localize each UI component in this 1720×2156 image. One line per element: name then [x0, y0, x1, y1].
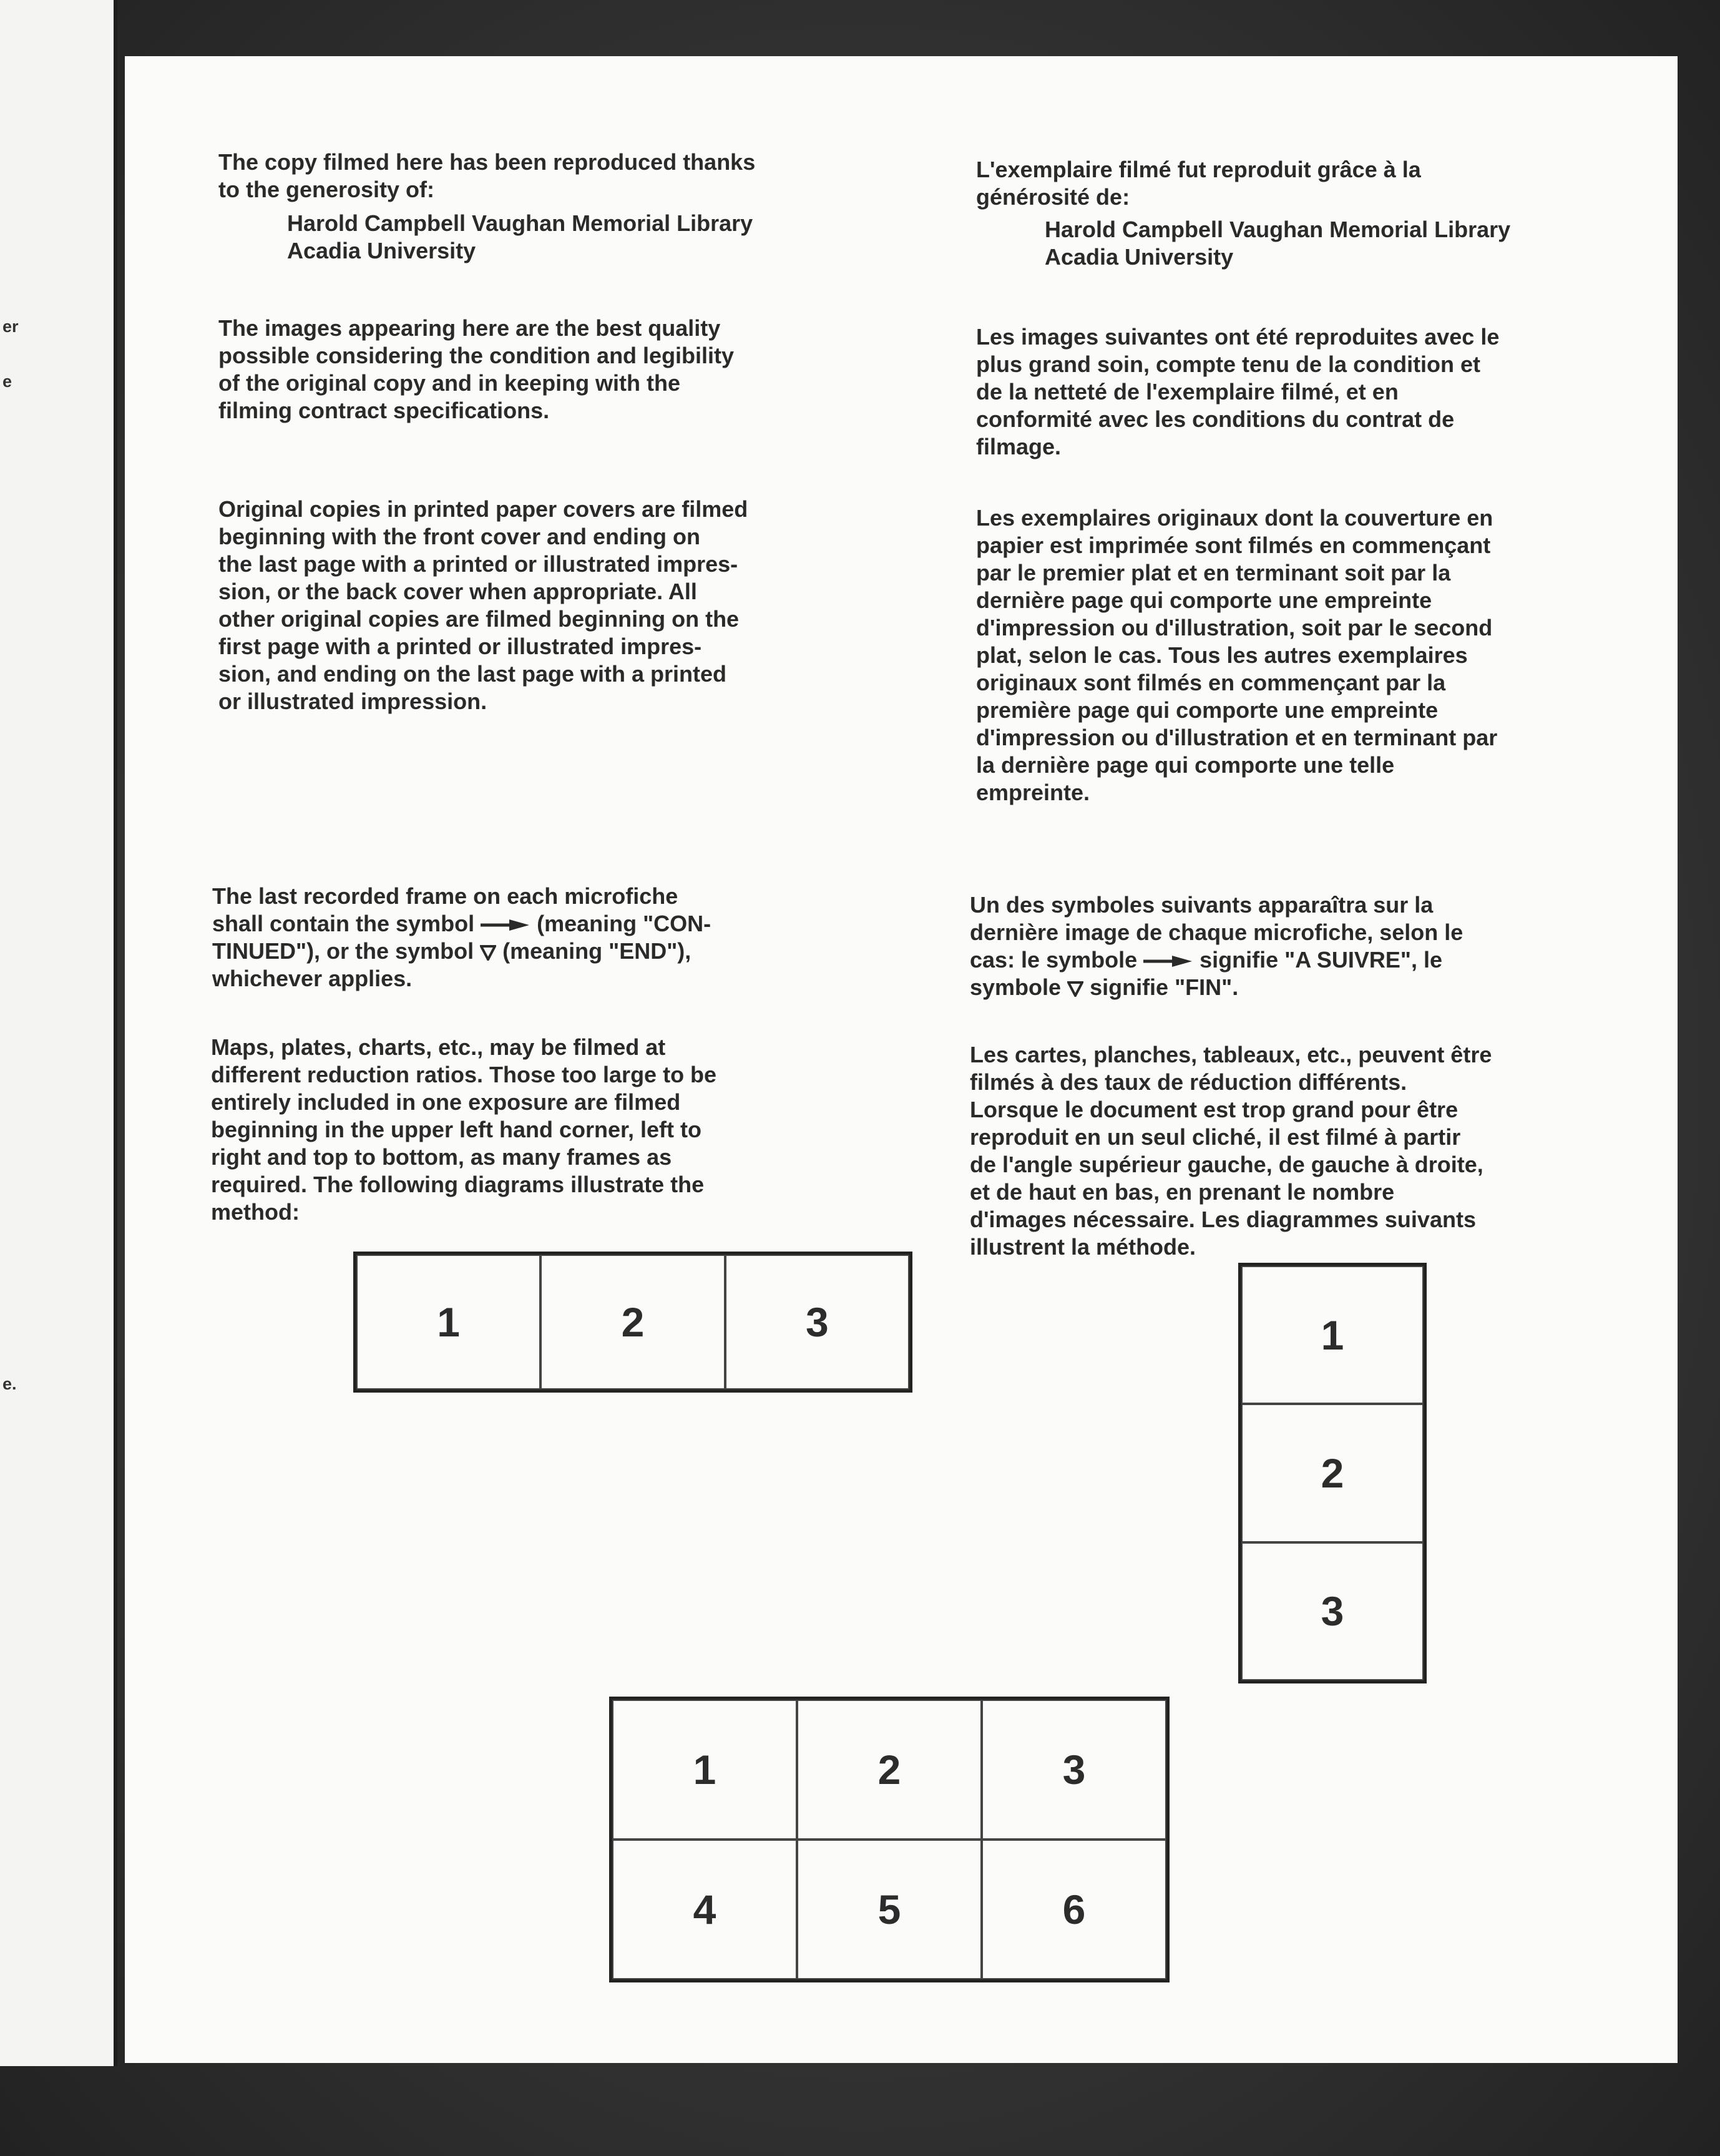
triangle-end-icon [480, 944, 496, 961]
french-quality-paragraph [976, 323, 1499, 461]
french-symbols-paragraph [970, 891, 1463, 1001]
text-line: d'images nécessaire. Les diagrammes suivants [970, 1207, 1476, 1232]
text-line: filming contract specifications. [218, 398, 550, 423]
frame-cell: 6 [982, 1840, 1166, 1979]
diagram-grid [609, 1697, 1170, 1982]
text-line: L'exemplaire filmé fut reproduit grâce à la [976, 157, 1421, 182]
text-line: The images appearing here are the best quality [218, 315, 721, 341]
text-line: beginning with the front cover and ending on [218, 524, 700, 549]
french-library [1045, 216, 1510, 271]
frame-cell: 2 [797, 1700, 982, 1840]
frame-cell: 2 [540, 1255, 725, 1389]
text-span: signifie "FIN". [1083, 974, 1239, 1000]
triangle-end-icon [1067, 981, 1083, 997]
frame-cell: 3 [982, 1700, 1166, 1840]
text-line [212, 910, 711, 938]
text-line: the last page with a printed or illustrated impres- [218, 551, 738, 577]
text-line: et de haut en bas, en prenant le nombre [970, 1179, 1395, 1205]
french-maps-paragraph [970, 1041, 1492, 1261]
text-line: première page qui comporte une empreinte [976, 697, 1439, 723]
french-thanks [976, 156, 1421, 211]
text-line: originaux sont filmés en commençant par la [976, 670, 1446, 695]
text-line: other original copies are filmed beginning on the [218, 606, 740, 632]
text-line: par le premier plat et en terminant soit par la [976, 560, 1451, 586]
text-line: dernière image de chaque microfiche, selon le [970, 919, 1463, 945]
library-name: Harold Campbell Vaughan Memorial Library [287, 210, 753, 236]
left-margin-fragment: er [2, 317, 19, 336]
frame-cell: 5 [797, 1840, 982, 1979]
text-line: possible considering the condition and legibility [218, 343, 735, 368]
text-line: or illustrated impression. [218, 688, 487, 714]
text-line: whichever applies. [212, 966, 413, 991]
frame-cell: 2 [1241, 1404, 1424, 1542]
text-line [970, 974, 1463, 1001]
text-line: Lorsque le document est trop grand pour être [970, 1097, 1459, 1122]
english-quality-paragraph [218, 315, 734, 424]
english-maps-paragraph [211, 1034, 716, 1226]
text-line: empreinte. [976, 780, 1090, 805]
text-line: The last recorded frame on each microfiche [212, 883, 678, 909]
text-line: right and top to bottom, as many frames as [211, 1144, 672, 1170]
left-margin-fragment: e [2, 372, 12, 391]
left-page-edge [0, 0, 117, 2066]
text-line: Les cartes, planches, tableaux, etc., peuvent être [970, 1042, 1492, 1067]
university-name: Acadia University [1045, 244, 1234, 270]
library-name: Harold Campbell Vaughan Memorial Library [1045, 217, 1511, 242]
text-line: Maps, plates, charts, etc., may be filmed at [211, 1034, 666, 1060]
text-line: reproduit en un seul cliché, il est filmé à partir [970, 1124, 1461, 1150]
english-covers-paragraph [218, 496, 748, 715]
frame-cell: 4 [612, 1840, 797, 1979]
text-line: plus grand soin, compte tenu de la condition et [976, 351, 1481, 377]
text-line: beginning in the upper left hand corner, left to [211, 1117, 702, 1142]
frame-cell: 1 [1241, 1266, 1424, 1404]
text-span: (meaning "END"), [496, 938, 691, 964]
text-line: filmage. [976, 434, 1062, 459]
text-line: de l'angle supérieur gauche, de gauche à droite, [970, 1152, 1483, 1177]
english-library [287, 210, 753, 265]
text-line: dernière page qui comporte une empreinte [976, 587, 1432, 613]
text-span: shall contain the symbol [212, 911, 481, 936]
frame-cell: 3 [725, 1255, 909, 1389]
text-line: Original copies in printed paper covers are filmed [218, 496, 748, 522]
text-line: filmés à des taux de réduction différents. [970, 1069, 1407, 1095]
text-line: The copy filmed here has been reproduced thanks [218, 149, 756, 175]
text-line: Les images suivantes ont été reproduites avec le [976, 324, 1500, 350]
frame-cell: 3 [1241, 1542, 1424, 1680]
text-line: d'impression ou d'illustration, soit par le second [976, 615, 1493, 640]
text-span: TINUED"), or the symbol [212, 938, 481, 964]
document-page [125, 56, 1678, 2063]
french-covers-paragraph [976, 504, 1497, 806]
text-line: générosité de: [976, 184, 1130, 210]
left-margin-fragment: e. [2, 1374, 17, 1393]
text-line: sion, or the back cover when appropriate. All [218, 579, 697, 604]
text-line: de la netteté de l'exemplaire filmé, et en [976, 379, 1399, 404]
arrow-continued-icon [481, 918, 530, 933]
text-line: papier est imprimée sont filmés en commençant [976, 532, 1491, 558]
text-line: plat, selon le cas. Tous les autres exemplaires [976, 642, 1468, 668]
text-span: signifie "A SUIVRE", le [1193, 947, 1443, 973]
text-line: method: [211, 1199, 300, 1225]
diagram-vertical [1238, 1263, 1427, 1683]
arrow-continued-icon [1143, 954, 1193, 969]
text-line: conformité avec les conditions du contrat de [976, 406, 1455, 432]
text-span: symbole [970, 974, 1068, 1000]
frame-cell: 1 [612, 1700, 797, 1840]
diagram-horizontal [353, 1252, 912, 1393]
text-line [970, 946, 1463, 974]
text-line: Les exemplaires originaux dont la couverture en [976, 505, 1493, 531]
text-line: to the generosity of: [218, 177, 435, 202]
english-thanks [218, 149, 755, 203]
text-line: d'impression ou d'illustration et en terminant par [976, 725, 1498, 750]
text-line: la dernière page qui comporte une telle [976, 752, 1395, 778]
text-span: cas: le symbole [970, 947, 1144, 973]
text-line: first page with a printed or illustrated impres- [218, 634, 702, 659]
text-line: of the original copy and in keeping with the [218, 370, 681, 396]
text-line: illustrent la méthode. [970, 1234, 1196, 1260]
text-line: Un des symboles suivants apparaîtra sur la [970, 892, 1434, 918]
text-line [212, 938, 711, 965]
text-line: sion, and ending on the last page with a printed [218, 661, 727, 687]
text-line: entirely included in one exposure are filmed [211, 1089, 681, 1115]
text-span: (meaning "CON- [530, 911, 711, 936]
frame-cell: 1 [356, 1255, 540, 1389]
university-name: Acadia University [287, 238, 476, 263]
text-line: different reduction ratios. Those too large to be [211, 1062, 717, 1087]
text-line: required. The following diagrams illustrate the [211, 1172, 705, 1197]
english-symbols-paragraph [212, 883, 711, 992]
